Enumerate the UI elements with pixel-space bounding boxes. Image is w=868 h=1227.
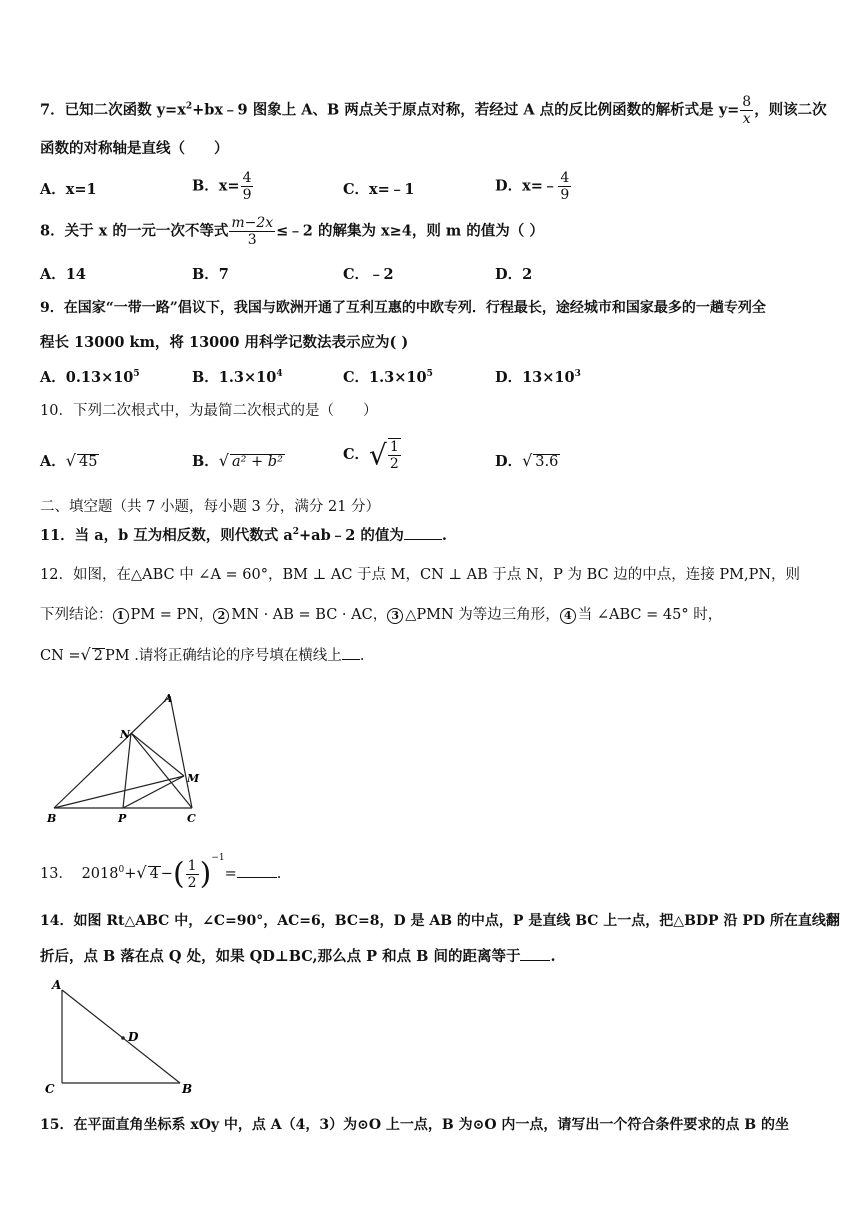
q13-radicand: 4 — [149, 866, 159, 882]
q9-opt-b-exp: 4 — [276, 369, 283, 380]
q12-text-g: PM .请将正确结论的序号填在横线上 — [104, 648, 342, 664]
q7-text-b: +bx﹣9 图象上 A、B 两点关于原点对称，若经过 A 点的反比例函数的解析式是 y= — [192, 101, 740, 119]
q13-minus: − — [160, 866, 173, 882]
q7-opt-b-label: B．x= — [192, 177, 240, 195]
q10-opt-c-label: C． — [343, 446, 370, 463]
q14-line2 — [40, 945, 556, 966]
q7-option-d[interactable] — [495, 170, 572, 203]
q13-fraction — [186, 858, 199, 891]
q14-right-triangle-figure — [40, 975, 210, 1100]
label-a: A — [164, 692, 173, 705]
q13-end: . — [276, 866, 282, 882]
q12-text-f: CN = — [40, 648, 81, 664]
q7-opt-d-frac — [558, 170, 571, 203]
q8-option-c[interactable]: C．﹣2 — [343, 266, 394, 283]
q9-opt-d-exp: 3 — [574, 369, 581, 380]
q8-option-d[interactable]: D．2 — [495, 266, 533, 283]
q14-answer-blank[interactable] — [520, 948, 550, 961]
q7-option-a[interactable]: A．x=1 — [40, 181, 97, 198]
q13-equals: = — [224, 866, 237, 882]
q10-option-a[interactable] — [40, 450, 99, 471]
q13-number: 13． — [40, 866, 73, 882]
q12-text-a: 下列结论： — [40, 607, 113, 623]
circled-3-icon: 3 — [387, 608, 403, 624]
q9-opt-a-text: A．0.13×10 — [40, 369, 134, 386]
radical-icon: √ — [369, 438, 387, 472]
q8-frac-num: m−2x — [231, 215, 274, 231]
label-d: D — [128, 1030, 139, 1044]
q9-option-a[interactable] — [40, 366, 140, 387]
section-2-heading: 二、填空题（共 7 小题，每小题 3 分，满分 21 分） — [40, 499, 381, 515]
q7-opt-d-label: D．x=﹣ — [495, 177, 558, 195]
q13-frac-num: 1 — [187, 857, 197, 874]
label-c: C — [45, 1082, 55, 1096]
q9-opt-c-exp: 5 — [426, 369, 433, 380]
q9-opt-a-exp: 5 — [133, 369, 140, 380]
q9-opt-b-text: B．1.3×10 — [192, 369, 277, 386]
q9-line1: 9．在国家“一带一路”倡议下，我国与欧洲开通了互利互惠的中欧专列．行程最长，途经城市和国家最多的一趟专列全 — [40, 300, 766, 316]
label-b: B — [182, 1082, 193, 1096]
q11-sup: 2 — [292, 527, 300, 538]
q7-frac-den: x — [742, 111, 751, 127]
q12-radicand: 2 — [93, 648, 103, 664]
q12-text-e: 当 ∠ABC = 45° 时， — [577, 607, 723, 623]
q12-text-c: MN · AB = BC · AC， — [231, 607, 388, 623]
q13-exp: −1 — [211, 853, 225, 863]
q10-opt-d-radicand: 3.6 — [535, 454, 559, 470]
q10-opt-a-label: A． — [40, 453, 66, 470]
q10-opt-b-radicand: a² + b² — [231, 454, 283, 470]
q9-option-d[interactable] — [495, 366, 581, 387]
right-paren-icon: ) — [199, 856, 212, 892]
q7-option-c[interactable]: C．x=﹣1 — [343, 181, 415, 198]
q9-opt-d-text: D．13×10 — [495, 369, 575, 386]
circled-4-icon: 4 — [560, 608, 576, 624]
q11-stem — [40, 524, 447, 545]
q7-opt-b-num: 4 — [242, 170, 252, 186]
line-pm — [123, 776, 184, 808]
q7-line1 — [40, 94, 827, 127]
q13-base: 2018 — [81, 866, 119, 882]
q7-frac-num: 8 — [742, 94, 752, 110]
q11-answer-blank[interactable] — [404, 527, 442, 540]
q7-text-a: 7．已知二次函数 y=x — [40, 101, 186, 119]
radical-icon: √ — [522, 451, 533, 470]
line-cn — [131, 733, 192, 808]
q10-opt-c-num: 1 — [389, 439, 399, 455]
radical-icon: √ — [65, 451, 76, 470]
q12-end: . — [359, 648, 365, 664]
q13-plus: + — [124, 866, 137, 882]
q10-opt-c-frac — [388, 438, 401, 472]
circled-2-icon: 2 — [213, 608, 229, 624]
q7-opt-b-den: 9 — [242, 187, 252, 203]
q8-frac-den: 3 — [247, 232, 257, 248]
q12-triangle-figure — [44, 688, 204, 828]
q12-line3 — [40, 644, 364, 665]
label-p: P — [118, 812, 127, 825]
q12-line1: 12．如图，在△ABC 中 ∠A = 60°，BM ⊥ AC 于点 M，CN ⊥ AB 于点 N，P 为 BC 边的中点，连接 PM,PN，则 — [40, 567, 801, 583]
q14-line1: 14．如图 Rt△ABC 中，∠C=90°，AC=6，BC=8，D 是 AB 的中点，P 是直线 BC 上一点，把△BDP 沿 PD 所在直线翻 — [40, 913, 840, 929]
q7-opt-d-num: 4 — [560, 170, 570, 186]
q15-line1: 15．在平面直角坐标系 xOy 中，点 A（4，3）为⊙O 上一点，B 为⊙O 内一点，请写出一个符合条件要求的点 B 的坐 — [40, 1117, 790, 1133]
q8-fraction — [229, 215, 275, 248]
q13-answer-blank[interactable] — [237, 865, 277, 878]
q9-option-c[interactable] — [343, 366, 433, 387]
q12-line2 — [40, 603, 722, 624]
q8-option-b[interactable]: B．7 — [192, 266, 229, 283]
q8-post: ≤﹣2 的解集为 x≥4，则 m 的值为（ ） — [276, 222, 544, 240]
q7-option-b[interactable] — [192, 170, 254, 203]
q8-option-a[interactable]: A．14 — [40, 266, 86, 283]
q9-opt-c-text: C．1.3×10 — [343, 369, 427, 386]
left-paren-icon: ( — [172, 856, 185, 892]
q8-stem — [40, 215, 544, 248]
q9-option-b[interactable] — [192, 366, 283, 387]
label-a: A — [52, 978, 62, 992]
point-d — [121, 1036, 125, 1040]
q10-opt-d-label: D． — [495, 453, 523, 470]
q11-text-a: 11．当 a，b 互为相反数，则代数式 a — [40, 527, 293, 544]
q11-end: . — [441, 527, 447, 544]
q13-frac-den: 2 — [187, 874, 197, 891]
q9-line2: 程长 13000 km，将 13000 用科学记数法表示应为( ) — [40, 334, 409, 351]
radical-icon: √ — [80, 645, 91, 664]
q14-end: . — [550, 948, 556, 965]
q12-answer-blank[interactable] — [342, 647, 360, 660]
q10-option-d[interactable] — [495, 450, 560, 471]
radical-icon: √ — [136, 863, 147, 882]
q7-fraction — [740, 94, 753, 127]
q10-opt-b-label: B． — [192, 453, 219, 470]
q13-exp0: 0 — [118, 865, 125, 876]
line-ac — [170, 696, 192, 808]
q10-opt-a-radicand: 45 — [78, 454, 98, 470]
circled-1-icon: 1 — [113, 608, 129, 624]
label-c: C — [187, 812, 196, 825]
radical-icon: √ — [218, 451, 229, 470]
q7-opt-d-den: 9 — [560, 187, 570, 203]
q12-text-b: PM = PN， — [130, 607, 214, 623]
q11-text-b: +ab﹣2 的值为 — [299, 527, 404, 544]
q14-text: 折后，点 B 落在点 Q 处，如果 QD⊥BC,那么点 P 和点 B 间的距离等于 — [40, 948, 521, 965]
line-pn — [123, 733, 131, 808]
line-bm — [54, 776, 184, 808]
line-nm — [131, 733, 184, 776]
q8-pre: 8．关于 x 的一元一次不等式 — [40, 222, 229, 240]
q10-option-b[interactable] — [192, 450, 285, 471]
q12-text-d: △PMN 为等边三角形， — [405, 607, 560, 623]
label-b: B — [47, 812, 57, 825]
line-ab — [62, 990, 180, 1083]
q7-line2: 函数的对称轴是直线（ ） — [40, 140, 229, 157]
line-ba — [54, 696, 170, 808]
q10-opt-c-den: 2 — [389, 456, 399, 472]
q13-stem — [40, 853, 281, 892]
label-n: N — [120, 728, 131, 741]
q7-text-c: ，则该二次 — [754, 101, 827, 119]
q7-opt-b-frac — [241, 170, 254, 203]
q10-stem: 10．下列二次根式中，为最简二次根式的是（ ） — [40, 403, 378, 419]
q7-sup: 2 — [185, 101, 193, 112]
q10-option-c[interactable] — [343, 438, 402, 472]
label-m: M — [187, 772, 200, 785]
